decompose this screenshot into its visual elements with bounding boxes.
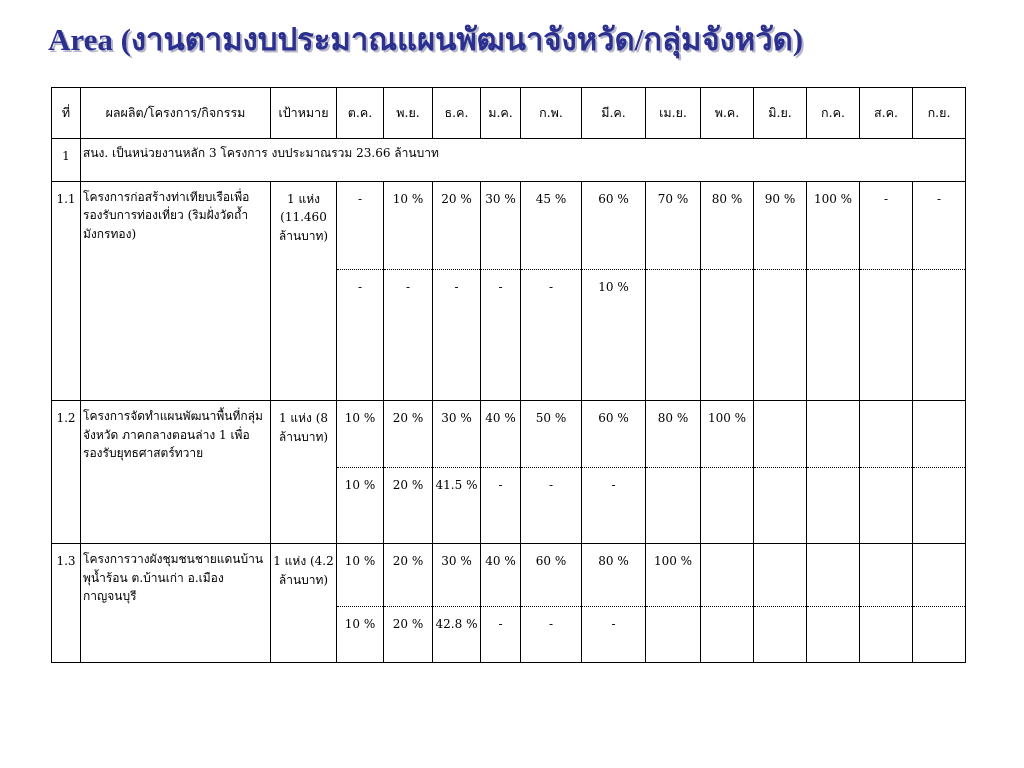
actual-cell: 10 % (337, 467, 384, 544)
section-no: 1 (52, 139, 81, 181)
plan-cell: 40 % (481, 544, 521, 606)
plan-table (51, 87, 966, 663)
plan-cell (807, 401, 860, 467)
plan-cell: 80 % (582, 544, 646, 606)
header-month: ม.ค. (481, 88, 521, 139)
plan-cell (860, 401, 913, 467)
project-plan-row (52, 401, 966, 467)
actual-cell (860, 467, 913, 544)
project-name: โครงการจัดทำแผนพัฒนาพื้นที่กลุ่มจังหวัด ภาคกลางตอนล่าง 1 เพื่อรองรับยุทธศาสตร์ทวาย (81, 401, 271, 544)
plan-cell: 80 % (701, 181, 754, 270)
actual-cell (754, 606, 807, 662)
actual-cell (913, 270, 966, 401)
header-target: เป้าหมาย (271, 88, 337, 139)
actual-cell: 42.8 % (433, 606, 481, 662)
actual-cell: 41.5 % (433, 467, 481, 544)
plan-cell: 100 % (807, 181, 860, 270)
plan-cell (807, 544, 860, 606)
plan-cell: 20 % (433, 181, 481, 270)
actual-cell: - (521, 606, 582, 662)
plan-cell: 40 % (481, 401, 521, 467)
plan-cell: 100 % (646, 544, 701, 606)
plan-cell: 60 % (521, 544, 582, 606)
header-month: ธ.ค. (433, 88, 481, 139)
actual-cell: - (337, 270, 384, 401)
actual-cell (807, 606, 860, 662)
actual-cell (646, 270, 701, 401)
project-target: 1 แห่ง (4.2 ล้านบาท) (271, 544, 337, 663)
plan-cell: - (337, 181, 384, 270)
actual-cell (646, 467, 701, 544)
actual-cell (754, 270, 807, 401)
plan-cell: - (860, 181, 913, 270)
plan-cell: 60 % (582, 181, 646, 270)
header-month: มี.ค. (582, 88, 646, 139)
actual-cell: - (433, 270, 481, 401)
actual-cell: - (521, 270, 582, 401)
actual-cell (646, 606, 701, 662)
actual-cell (701, 606, 754, 662)
actual-cell: 10 % (582, 270, 646, 401)
plan-cell: 10 % (384, 181, 433, 270)
plan-cell: 80 % (646, 401, 701, 467)
plan-cell (701, 544, 754, 606)
project-plan-row (52, 544, 966, 606)
plan-cell: 70 % (646, 181, 701, 270)
project-name: โครงการวางผังชุมชนชายแดนบ้านพุน้ำร้อน ต.บ้านเก่า อ.เมืองกาญจนบุรี (81, 544, 271, 663)
plan-cell: 10 % (337, 401, 384, 467)
actual-cell (860, 606, 913, 662)
actual-cell (701, 270, 754, 401)
actual-cell (913, 606, 966, 662)
plan-cell: - (913, 181, 966, 270)
header-month: ก.พ. (521, 88, 582, 139)
actual-cell (754, 467, 807, 544)
plan-cell: 60 % (582, 401, 646, 467)
plan-cell (860, 544, 913, 606)
actual-cell: - (582, 467, 646, 544)
header-month: ก.ค. (807, 88, 860, 139)
actual-cell: - (481, 467, 521, 544)
actual-cell: - (582, 606, 646, 662)
header-month: ก.ย. (913, 88, 966, 139)
plan-cell (913, 544, 966, 606)
actual-cell: 20 % (384, 467, 433, 544)
header-month: ส.ค. (860, 88, 913, 139)
header-month: พ.ย. (384, 88, 433, 139)
project-plan-row (52, 181, 966, 270)
actual-cell (807, 467, 860, 544)
plan-cell: 20 % (384, 401, 433, 467)
actual-cell (860, 270, 913, 401)
actual-cell: - (521, 467, 582, 544)
actual-cell (807, 270, 860, 401)
project-target: 1 แห่ง (11.460 ล้านบาท) (271, 181, 337, 401)
actual-cell: - (481, 270, 521, 401)
plan-cell: 30 % (481, 181, 521, 270)
header-row (52, 88, 966, 139)
actual-cell: 10 % (337, 606, 384, 662)
header-month: ต.ค. (337, 88, 384, 139)
actual-cell: - (481, 606, 521, 662)
plan-cell: 45 % (521, 181, 582, 270)
project-no: 1.3 (52, 544, 81, 663)
header-month: เม.ย. (646, 88, 701, 139)
project-no: 1.1 (52, 181, 81, 401)
header-product: ผลผลิต/โครงการ/กิจกรรม (81, 88, 271, 139)
plan-cell: 20 % (384, 544, 433, 606)
project-no: 1.2 (52, 401, 81, 544)
actual-cell: 20 % (384, 606, 433, 662)
actual-cell (701, 467, 754, 544)
project-name: โครงการก่อสร้างท่าเทียบเรือเพื่อรองรับการท่องเที่ยว (ริมฝั่งวัดถ้ำมังกรทอง) (81, 181, 271, 401)
plan-cell: 90 % (754, 181, 807, 270)
header-month: มิ.ย. (754, 88, 807, 139)
actual-cell (913, 467, 966, 544)
header-month: พ.ค. (701, 88, 754, 139)
actual-cell: - (384, 270, 433, 401)
plan-cell: 10 % (337, 544, 384, 606)
plan-cell: 30 % (433, 401, 481, 467)
plan-cell: 100 % (701, 401, 754, 467)
plan-cell (913, 401, 966, 467)
project-target: 1 แห่ง (8 ล้านบาท) (271, 401, 337, 544)
plan-cell: 30 % (433, 544, 481, 606)
plan-cell: 50 % (521, 401, 582, 467)
plan-cell (754, 544, 807, 606)
plan-cell (754, 401, 807, 467)
page-title: Area (งานตามงบประมาณแผนพัฒนาจังหวัด/กลุ่มจังหวัด) (48, 22, 804, 57)
header-no: ที่ (52, 88, 81, 139)
section-text: สนง. เป็นหน่วยงานหลัก 3 โครงการ งบประมาณรวม 23.66 ล้านบาท (81, 139, 966, 181)
section-row (52, 139, 966, 181)
